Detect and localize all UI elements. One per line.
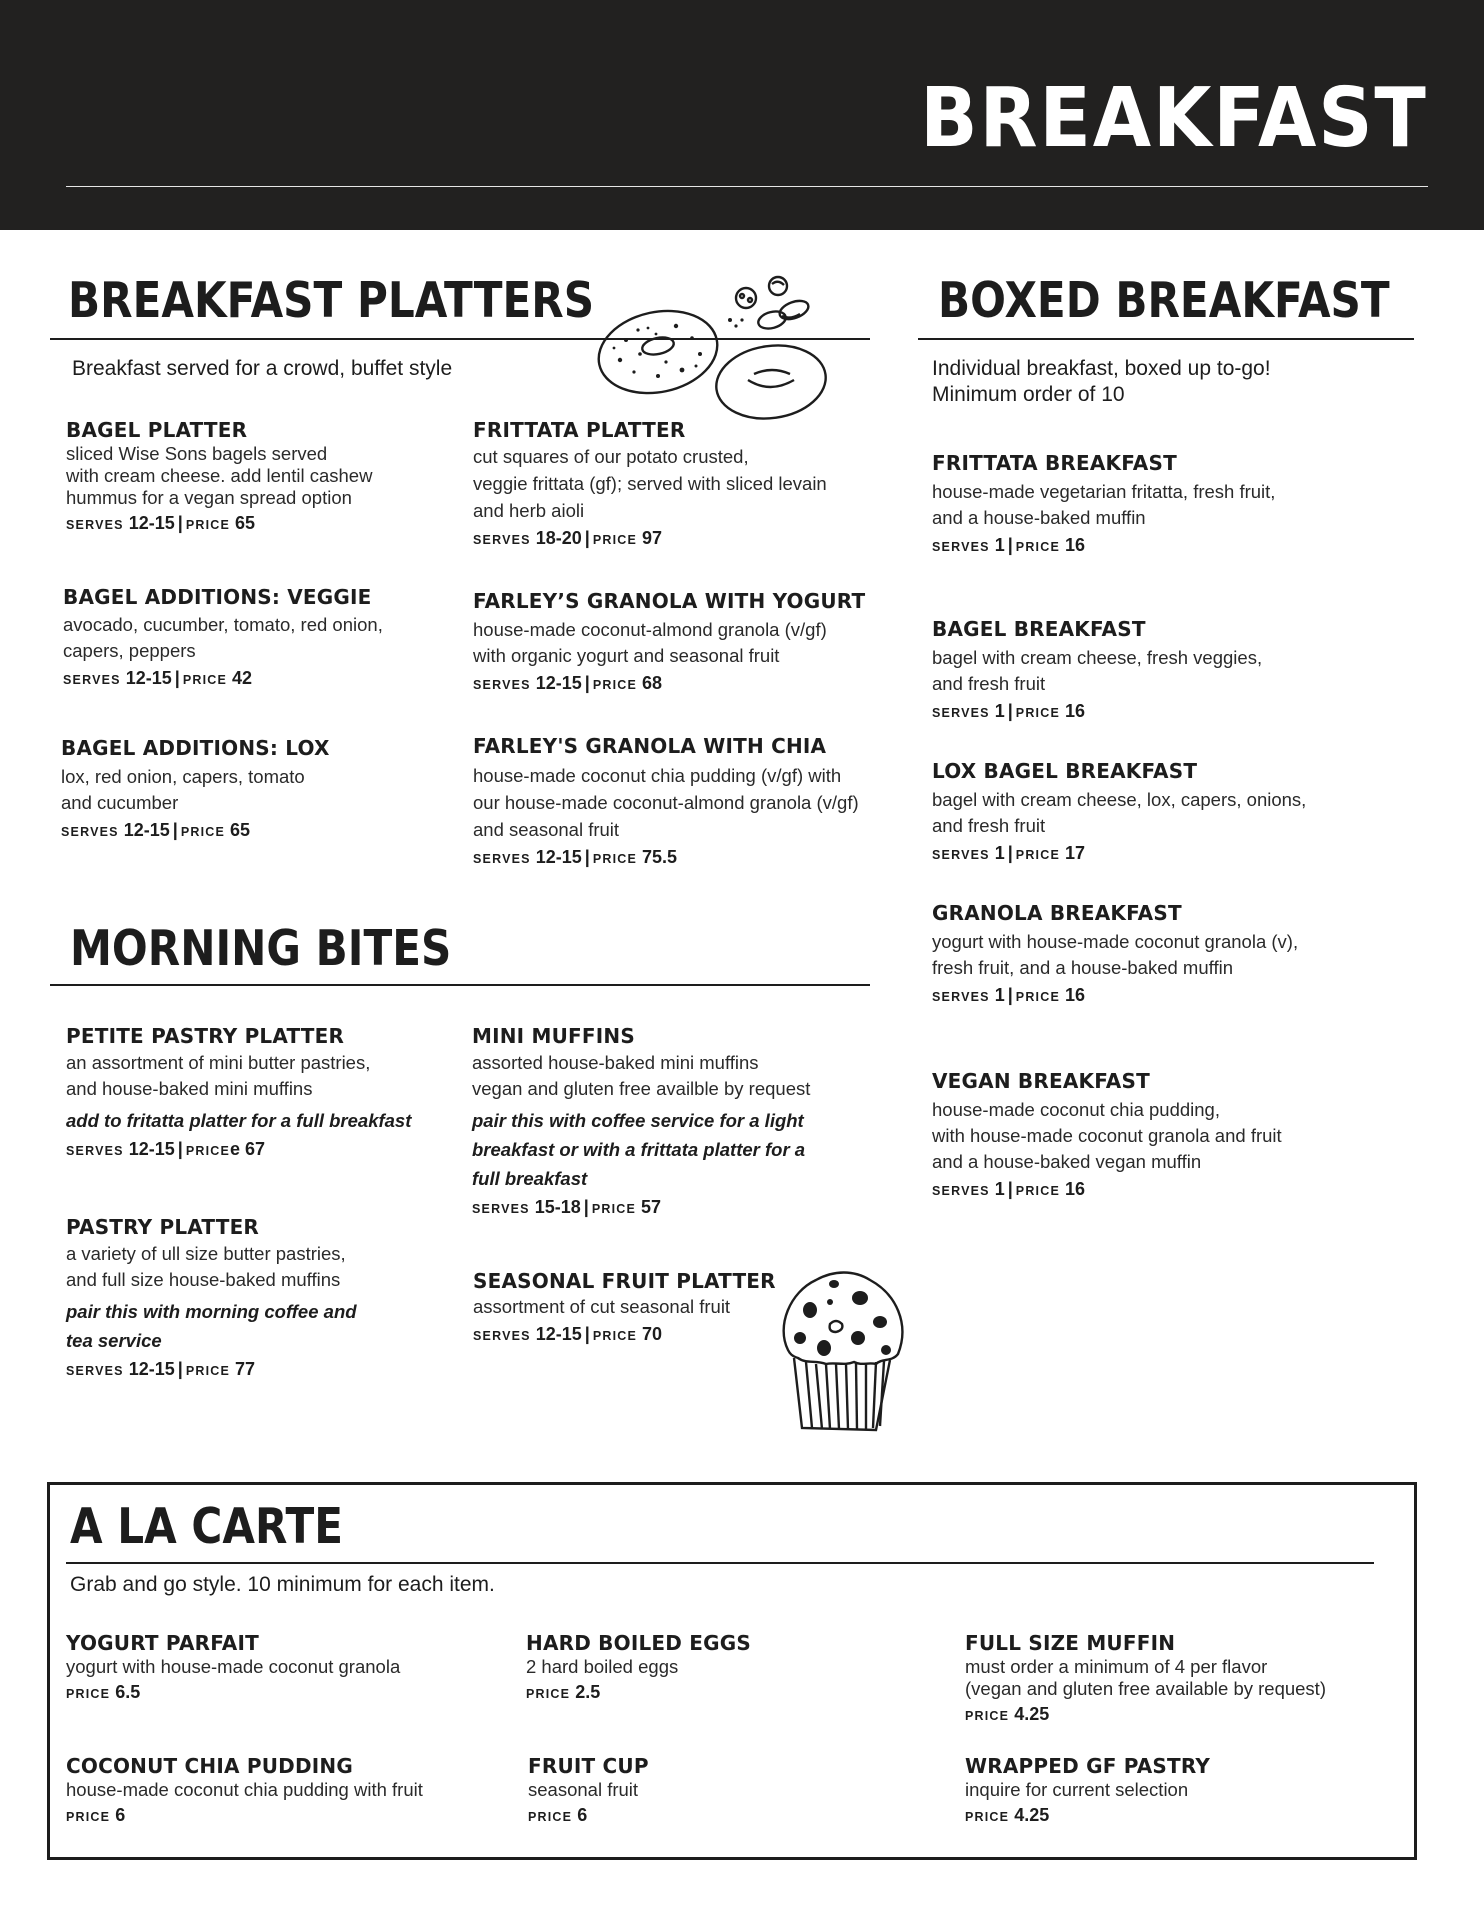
menu-item-frittata-breakfast — [932, 450, 1275, 561]
item-meta: PRICE 4.25 — [965, 1704, 1050, 1724]
item-name: BAGEL PLATTER — [66, 418, 248, 442]
item-meta: SERVES 12-15 | PRICE 70 — [473, 1324, 663, 1344]
menu-item-granola-breakfast — [932, 900, 1298, 1011]
item-name: PASTRY PLATTER — [66, 1215, 260, 1239]
menu-item-coconut-chia-pudding — [66, 1753, 423, 1831]
a-la-carte-title: A LA CARTE — [70, 1498, 344, 1555]
menu-item-frittata-platter — [473, 417, 827, 554]
item-name: FRITTATA BREAKFAST — [932, 451, 1177, 475]
menu-item-mini-muffins — [472, 1023, 810, 1223]
item-desc: must order a minimum of 4 per flavor (vegan and gluten free available by request) — [965, 1656, 1326, 1699]
item-name: VEGAN BREAKFAST — [932, 1069, 1150, 1093]
item-desc: house-made coconut chia pudding (v/gf) with our house-made coconut-almond granola (v/gf) and seasonal fruit — [473, 765, 859, 840]
item-name: FARLEY’S GRANOLA WITH YOGURT — [473, 589, 866, 613]
item-desc: avocado, cucumber, tomato, red onion, capers, peppers — [63, 614, 383, 661]
menu-item-bagel-platter — [66, 417, 372, 539]
item-desc: seasonal fruit — [528, 1779, 639, 1800]
item-meta: PRICE 6.5 — [66, 1682, 141, 1702]
header-divider — [66, 186, 1428, 187]
item-desc: 2 hard boiled eggs — [526, 1656, 679, 1677]
item-note: pair this with morning coffee and tea service — [66, 1301, 357, 1351]
item-meta: SERVES 12-15 | PRICE 75.5 — [473, 847, 678, 867]
item-desc: house-made coconut-almond granola (v/gf) with organic yogurt and seasonal fruit — [473, 619, 827, 666]
item-meta: SERVES 1 | PRICE 16 — [932, 535, 1086, 555]
item-desc: inquire for current selection — [965, 1779, 1189, 1800]
item-desc: a variety of ull size butter pastries, and full size house-baked muffins — [66, 1243, 346, 1290]
item-meta: SERVES 1 | PRICE 16 — [932, 1179, 1086, 1199]
item-name: BAGEL ADDITIONS: VEGGIE — [63, 585, 372, 609]
item-meta: SERVES 12-15 | PRICE 65 — [61, 820, 251, 840]
header-bar — [0, 0, 1484, 230]
menu-item-bagel-additions-lox — [61, 735, 330, 846]
item-desc: lox, red onion, capers, tomato and cucumber — [61, 766, 305, 813]
item-desc: house-made vegetarian fritatta, fresh fruit, and a house-baked muffin — [932, 481, 1276, 528]
menu-item-seasonal-fruit-platter — [473, 1268, 776, 1350]
item-name: PETITE PASTRY PLATTER — [66, 1024, 345, 1048]
item-name: MINI MUFFINS — [472, 1024, 635, 1048]
item-meta: PRICE 6 — [66, 1805, 126, 1825]
page-title: BREAKFAST — [920, 71, 1428, 166]
item-meta: SERVES 12-15 | PRICE 65 — [66, 513, 256, 533]
item-meta: SERVES 18-20 | PRICE 97 — [473, 528, 663, 548]
item-name: FRUIT CUP — [528, 1754, 649, 1778]
item-desc: bagel with cream cheese, lox, capers, onions, and fresh fruit — [932, 789, 1307, 836]
item-meta: PRICE 2.5 — [526, 1682, 601, 1702]
item-desc: yogurt with house-made coconut granola (v), fresh fruit, and a house-baked muffin — [932, 931, 1299, 978]
a-la-carte-divider — [66, 1562, 1374, 1564]
item-name: WRAPPED GF PASTRY — [965, 1754, 1211, 1778]
menu-item-wrapped-gf-pastry — [965, 1753, 1210, 1831]
item-desc: yogurt with house-made coconut granola — [66, 1656, 401, 1677]
boxed-breakfast-divider — [918, 338, 1414, 340]
item-desc: assortment of cut seasonal fruit — [473, 1296, 731, 1317]
item-name: LOX BAGEL BREAKFAST — [932, 759, 1198, 783]
item-desc: cut squares of our potato crusted, veggie frittata (gf); served with sliced levain and herb aioli — [473, 446, 827, 521]
menu-item-bagel-breakfast — [932, 616, 1262, 727]
boxed-breakfast-title: BOXED BREAKFAST — [938, 272, 1390, 329]
item-name: FARLEY'S GRANOLA WITH CHIA — [473, 734, 827, 758]
item-name: BAGEL BREAKFAST — [932, 617, 1146, 641]
item-meta: SERVES 12-15 | PRICEe 67 — [66, 1139, 266, 1159]
menu-item-petite-pastry-platter — [66, 1023, 411, 1165]
item-desc: bagel with cream cheese, fresh veggies, and fresh fruit — [932, 647, 1263, 694]
item-name: HARD BOILED EGGS — [526, 1631, 751, 1655]
menu-item-hard-boiled-eggs — [526, 1630, 751, 1708]
item-name: BAGEL ADDITIONS: LOX — [61, 736, 330, 760]
item-meta: PRICE 4.25 — [965, 1805, 1050, 1825]
item-desc: assorted house-baked mini muffins vegan and gluten free availble by request — [472, 1052, 811, 1099]
item-desc: an assortment of mini butter pastries, and house-baked mini muffins — [66, 1052, 371, 1099]
morning-bites-title: MORNING BITES — [70, 920, 452, 977]
menu-item-granola-chia — [473, 733, 859, 873]
menu-item-pastry-platter — [66, 1214, 357, 1385]
item-name: FRITTATA PLATTER — [473, 418, 686, 442]
item-meta: SERVES 12-15 | PRICE 77 — [66, 1359, 256, 1379]
menu-item-fruit-cup — [528, 1753, 649, 1831]
item-name: GRANOLA BREAKFAST — [932, 901, 1182, 925]
muffin-illustration — [772, 1262, 912, 1434]
bagels-illustration — [596, 262, 836, 422]
item-desc: house-made coconut chia pudding with fruit — [66, 1779, 423, 1800]
item-name: YOGURT PARFAIT — [66, 1631, 259, 1655]
item-meta: SERVES 12-15 | PRICE 42 — [63, 668, 253, 688]
item-meta: PRICE 6 — [528, 1805, 588, 1825]
item-name: COCONUT CHIA PUDDING — [66, 1754, 353, 1778]
item-note: pair this with coffee service for a light breakfast or with a frittata platter for a full breakfast — [472, 1110, 806, 1189]
menu-item-bagel-additions-veggie — [63, 584, 383, 694]
item-name: FULL SIZE MUFFIN — [965, 1631, 1176, 1655]
breakfast-platters-title: BREAKFAST PLATTERS — [68, 272, 595, 329]
menu-item-yogurt-parfait — [66, 1630, 400, 1708]
item-meta: SERVES 12-15 | PRICE 68 — [473, 673, 663, 693]
menu-item-full-size-muffin — [965, 1630, 1326, 1730]
item-desc: sliced Wise Sons bagels served with cream cheese. add lentil cashew hummus for a vegan spread option — [66, 443, 373, 508]
item-desc: house-made coconut chia pudding, with house-made coconut granola and fruit and a house-baked vegan muffin — [932, 1099, 1282, 1172]
boxed-breakfast-intro: Individual breakfast, boxed up to-go! Minimum order of 10 — [932, 357, 1271, 406]
a-la-carte-intro: Grab and go style. 10 minimum for each item. — [70, 1573, 495, 1596]
breakfast-platters-intro: Breakfast served for a crowd, buffet style — [72, 357, 453, 380]
menu-item-lox-bagel-breakfast — [932, 758, 1306, 869]
item-meta: SERVES 1 | PRICE 16 — [932, 701, 1086, 721]
menu-item-vegan-breakfast — [932, 1068, 1282, 1205]
item-note: add to fritatta platter for a full breakfast — [66, 1110, 412, 1131]
morning-bites-divider — [50, 984, 870, 986]
item-meta: SERVES 1 | PRICE 16 — [932, 985, 1086, 1005]
menu-item-granola-yogurt — [473, 588, 865, 699]
item-name: SEASONAL FRUIT PLATTER — [473, 1269, 776, 1293]
item-meta: SERVES 15-18 | PRICE 57 — [472, 1197, 662, 1217]
item-meta: SERVES 1 | PRICE 17 — [932, 843, 1086, 863]
